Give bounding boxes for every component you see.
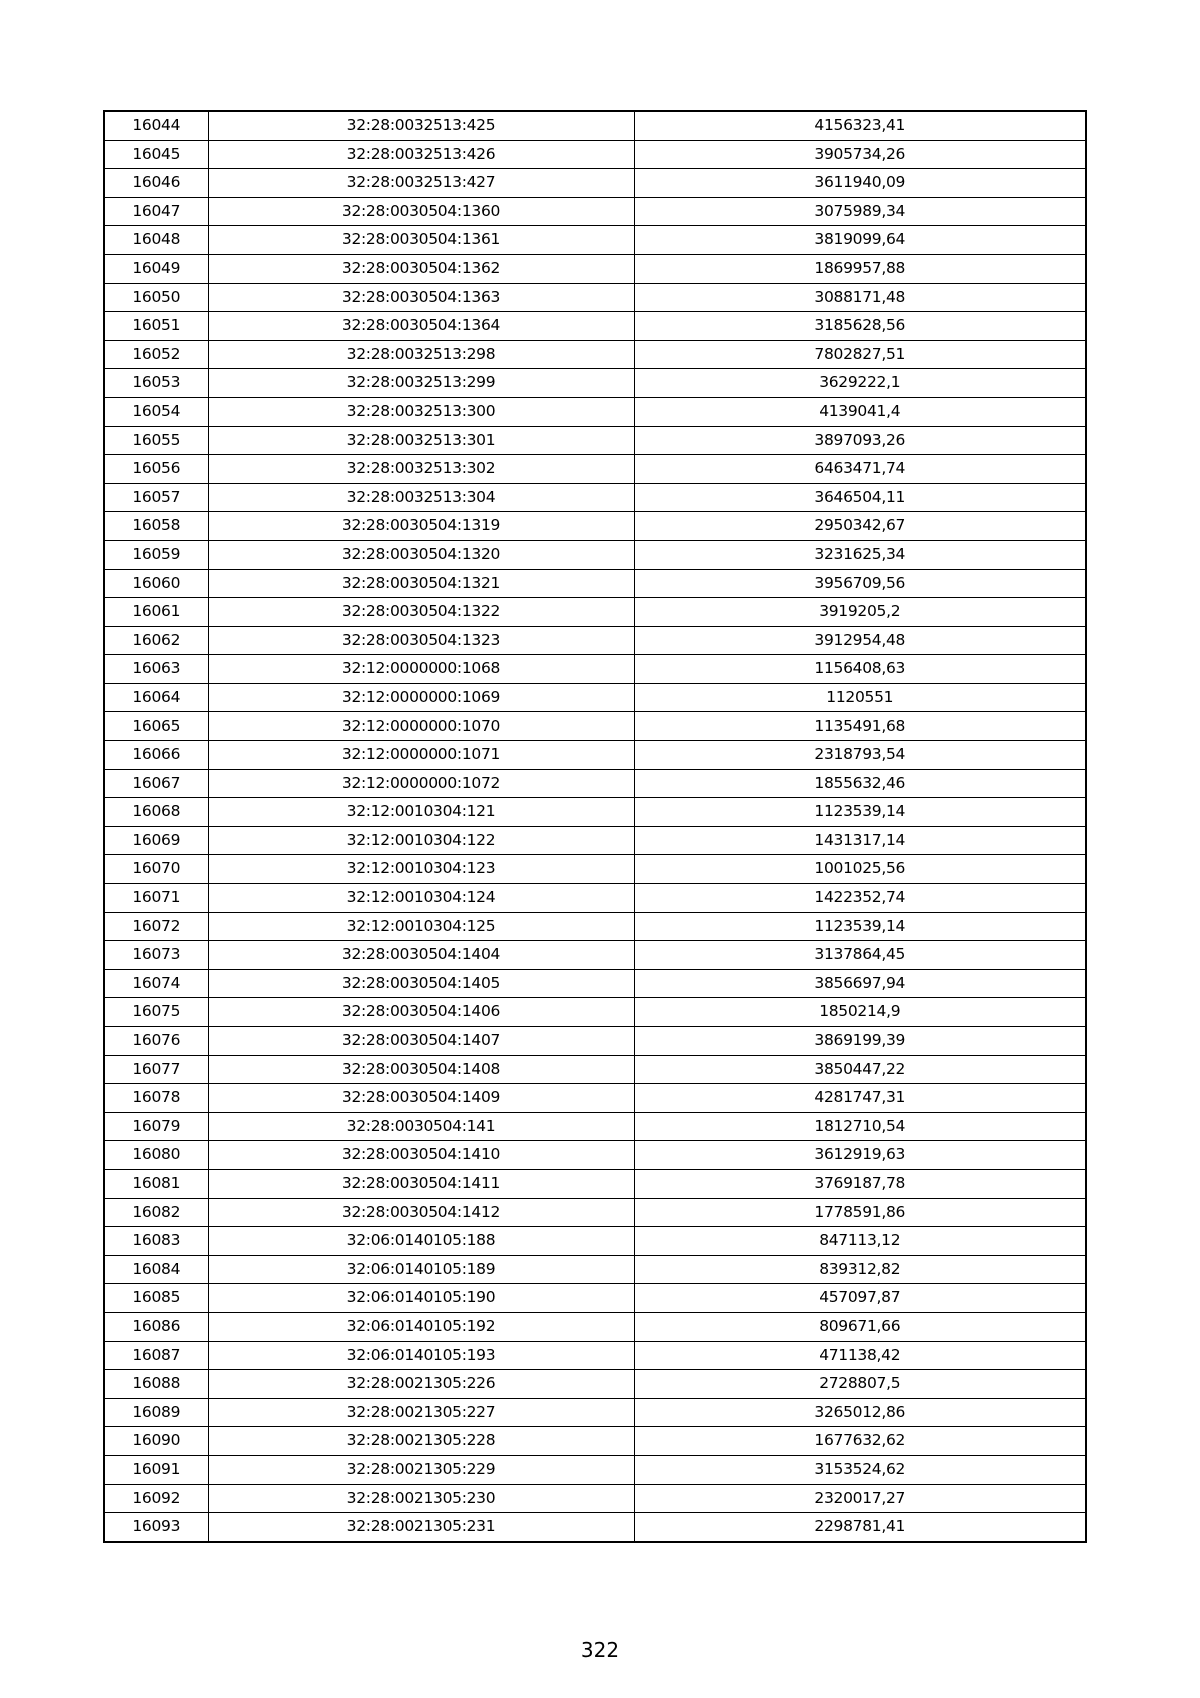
row-number-cell: 16059 <box>104 540 208 569</box>
table-row <box>104 1284 1086 1313</box>
row-number-cell: 16047 <box>104 197 208 226</box>
table-row <box>104 540 1086 569</box>
cadastral-value-cell: 1778591,86 <box>634 1198 1086 1227</box>
row-number-cell: 16073 <box>104 941 208 970</box>
cadastral-number-cell: 32:28:0030504:1363 <box>208 283 634 312</box>
row-number-cell: 16046 <box>104 169 208 198</box>
row-number-cell: 16078 <box>104 1084 208 1113</box>
table-row <box>104 826 1086 855</box>
row-number-cell: 16091 <box>104 1455 208 1484</box>
cadastral-value-cell: 3265012,86 <box>634 1398 1086 1427</box>
cadastral-number-cell: 32:28:0021305:227 <box>208 1398 634 1427</box>
row-number-cell: 16074 <box>104 969 208 998</box>
table-row <box>104 140 1086 169</box>
table-row <box>104 941 1086 970</box>
table-row <box>104 111 1086 140</box>
table-row <box>104 197 1086 226</box>
cadastral-value-cell: 809671,66 <box>634 1312 1086 1341</box>
cadastral-number-cell: 32:28:0021305:231 <box>208 1513 634 1542</box>
cadastral-number-cell: 32:28:0021305:226 <box>208 1370 634 1399</box>
cadastral-number-cell: 32:28:0030504:1409 <box>208 1084 634 1113</box>
table-row <box>104 1227 1086 1256</box>
cadastral-number-cell: 32:28:0030504:1405 <box>208 969 634 998</box>
row-number-cell: 16065 <box>104 712 208 741</box>
cadastral-number-cell: 32:28:0030504:1323 <box>208 626 634 655</box>
row-number-cell: 16077 <box>104 1055 208 1084</box>
cadastral-number-cell: 32:28:0030504:1412 <box>208 1198 634 1227</box>
cadastral-value-cell: 457097,87 <box>634 1284 1086 1313</box>
cadastral-value-cell: 3769187,78 <box>634 1169 1086 1198</box>
cadastral-value-cell: 1120551 <box>634 683 1086 712</box>
row-number-cell: 16058 <box>104 512 208 541</box>
cadastral-value-cell: 3912954,48 <box>634 626 1086 655</box>
table-row <box>104 1112 1086 1141</box>
cadastral-number-cell: 32:28:0032513:426 <box>208 140 634 169</box>
table-row <box>104 998 1086 1027</box>
cadastral-value-cell: 3819099,64 <box>634 226 1086 255</box>
cadastral-value-cell: 2298781,41 <box>634 1513 1086 1542</box>
cadastral-value-cell: 7802827,51 <box>634 340 1086 369</box>
cadastral-value-cell: 1431317,14 <box>634 826 1086 855</box>
cadastral-value-cell: 3905734,26 <box>634 140 1086 169</box>
cadastral-number-cell: 32:28:0030504:1410 <box>208 1141 634 1170</box>
row-number-cell: 16070 <box>104 855 208 884</box>
row-number-cell: 16088 <box>104 1370 208 1399</box>
cadastral-value-cell: 1123539,14 <box>634 912 1086 941</box>
cadastral-value-cell: 3919205,2 <box>634 598 1086 627</box>
row-number-cell: 16081 <box>104 1169 208 1198</box>
cadastral-number-cell: 32:12:0010304:123 <box>208 855 634 884</box>
cadastral-number-cell: 32:12:0010304:125 <box>208 912 634 941</box>
cadastral-value-cell: 3856697,94 <box>634 969 1086 998</box>
table-row <box>104 884 1086 913</box>
cadastral-value-cell: 1123539,14 <box>634 798 1086 827</box>
row-number-cell: 16076 <box>104 1027 208 1056</box>
row-number-cell: 16057 <box>104 483 208 512</box>
table-body <box>104 111 1086 1542</box>
table-row <box>104 283 1086 312</box>
row-number-cell: 16061 <box>104 598 208 627</box>
row-number-cell: 16060 <box>104 569 208 598</box>
table-row <box>104 1398 1086 1427</box>
row-number-cell: 16045 <box>104 140 208 169</box>
cadastral-value-cell: 4139041,4 <box>634 397 1086 426</box>
row-number-cell: 16068 <box>104 798 208 827</box>
cadastral-number-cell: 32:28:0030504:1411 <box>208 1169 634 1198</box>
table-row <box>104 397 1086 426</box>
row-number-cell: 16087 <box>104 1341 208 1370</box>
row-number-cell: 16082 <box>104 1198 208 1227</box>
row-number-cell: 16084 <box>104 1255 208 1284</box>
row-number-cell: 16063 <box>104 655 208 684</box>
table-row <box>104 1513 1086 1542</box>
cadastral-number-cell: 32:12:0010304:124 <box>208 884 634 913</box>
cadastral-number-cell: 32:12:0000000:1069 <box>208 683 634 712</box>
table-row <box>104 1055 1086 1084</box>
table-row <box>104 1341 1086 1370</box>
cadastral-value-cell: 1135491,68 <box>634 712 1086 741</box>
row-number-cell: 16089 <box>104 1398 208 1427</box>
table-row <box>104 226 1086 255</box>
cadastral-value-cell: 1001025,56 <box>634 855 1086 884</box>
row-number-cell: 16086 <box>104 1312 208 1341</box>
row-number-cell: 16056 <box>104 455 208 484</box>
cadastral-value-cell: 847113,12 <box>634 1227 1086 1256</box>
cadastral-value-cell: 3850447,22 <box>634 1055 1086 1084</box>
cadastral-number-cell: 32:06:0140105:192 <box>208 1312 634 1341</box>
cadastral-number-cell: 32:28:0030504:1408 <box>208 1055 634 1084</box>
table-row <box>104 712 1086 741</box>
cadastral-number-cell: 32:06:0140105:189 <box>208 1255 634 1284</box>
table-row <box>104 569 1086 598</box>
cadastral-value-cell: 1812710,54 <box>634 1112 1086 1141</box>
cadastral-number-cell: 32:28:0030504:1361 <box>208 226 634 255</box>
row-number-cell: 16048 <box>104 226 208 255</box>
cadastral-value-cell: 839312,82 <box>634 1255 1086 1284</box>
cadastral-value-cell: 1855632,46 <box>634 769 1086 798</box>
cadastral-value-cell: 4156323,41 <box>634 111 1086 140</box>
row-number-cell: 16093 <box>104 1513 208 1542</box>
cadastral-number-cell: 32:28:0021305:230 <box>208 1484 634 1513</box>
row-number-cell: 16051 <box>104 312 208 341</box>
cadastral-number-cell: 32:06:0140105:190 <box>208 1284 634 1313</box>
cadastral-number-cell: 32:28:0032513:298 <box>208 340 634 369</box>
cadastral-value-cell: 2728807,5 <box>634 1370 1086 1399</box>
cadastral-value-cell: 4281747,31 <box>634 1084 1086 1113</box>
cadastral-number-cell: 32:28:0032513:302 <box>208 455 634 484</box>
row-number-cell: 16079 <box>104 1112 208 1141</box>
table-row <box>104 655 1086 684</box>
cadastral-value-cell: 3612919,63 <box>634 1141 1086 1170</box>
cadastral-number-cell: 32:28:0032513:299 <box>208 369 634 398</box>
table-row <box>104 426 1086 455</box>
row-number-cell: 16053 <box>104 369 208 398</box>
cadastral-value-cell: 3185628,56 <box>634 312 1086 341</box>
row-number-cell: 16044 <box>104 111 208 140</box>
row-number-cell: 16075 <box>104 998 208 1027</box>
row-number-cell: 16054 <box>104 397 208 426</box>
cadastral-number-cell: 32:28:0032513:301 <box>208 426 634 455</box>
row-number-cell: 16085 <box>104 1284 208 1313</box>
table-row <box>104 312 1086 341</box>
table-row <box>104 1255 1086 1284</box>
cadastral-number-cell: 32:28:0021305:228 <box>208 1427 634 1456</box>
cadastral-number-cell: 32:12:0010304:121 <box>208 798 634 827</box>
cadastral-value-cell: 3897093,26 <box>634 426 1086 455</box>
table-row <box>104 855 1086 884</box>
row-number-cell: 16066 <box>104 741 208 770</box>
cadastral-number-cell: 32:28:0030504:1321 <box>208 569 634 598</box>
table-row <box>104 340 1086 369</box>
table-row <box>104 741 1086 770</box>
table-row <box>104 512 1086 541</box>
table-row <box>104 598 1086 627</box>
table-row <box>104 1312 1086 1341</box>
cadastral-number-cell: 32:12:0000000:1071 <box>208 741 634 770</box>
cadastral-value-cell: 2320017,27 <box>634 1484 1086 1513</box>
cadastral-number-cell: 32:06:0140105:193 <box>208 1341 634 1370</box>
row-number-cell: 16064 <box>104 683 208 712</box>
row-number-cell: 16092 <box>104 1484 208 1513</box>
row-number-cell: 16067 <box>104 769 208 798</box>
cadastral-value-cell: 3088171,48 <box>634 283 1086 312</box>
cadastral-number-cell: 32:12:0000000:1068 <box>208 655 634 684</box>
cadastral-value-cell: 1677632,62 <box>634 1427 1086 1456</box>
cadastral-value-cell: 3231625,34 <box>634 540 1086 569</box>
cadastral-number-cell: 32:28:0032513:300 <box>208 397 634 426</box>
cadastral-value-cell: 6463471,74 <box>634 455 1086 484</box>
row-number-cell: 16090 <box>104 1427 208 1456</box>
cadastral-number-cell: 32:12:0000000:1072 <box>208 769 634 798</box>
table-row <box>104 455 1086 484</box>
row-number-cell: 16055 <box>104 426 208 455</box>
cadastral-value-cell: 3629222,1 <box>634 369 1086 398</box>
table-row <box>104 769 1086 798</box>
table-row <box>104 1455 1086 1484</box>
cadastral-number-cell: 32:28:0030504:1364 <box>208 312 634 341</box>
cadastral-value-cell: 3075989,34 <box>634 197 1086 226</box>
table-row <box>104 1484 1086 1513</box>
cadastral-value-cell: 3869199,39 <box>634 1027 1086 1056</box>
cadastral-value-cell: 2318793,54 <box>634 741 1086 770</box>
cadastral-value-cell: 3646504,11 <box>634 483 1086 512</box>
cadastral-value-cell: 3956709,56 <box>634 569 1086 598</box>
table-row <box>104 626 1086 655</box>
row-number-cell: 16072 <box>104 912 208 941</box>
cadastral-value-cell: 3611940,09 <box>634 169 1086 198</box>
cadastral-number-cell: 32:12:0000000:1070 <box>208 712 634 741</box>
table-row <box>104 169 1086 198</box>
row-number-cell: 16071 <box>104 884 208 913</box>
cadastral-value-cell: 1869957,88 <box>634 254 1086 283</box>
cadastral-number-cell: 32:28:0030504:1406 <box>208 998 634 1027</box>
cadastral-number-cell: 32:28:0030504:1404 <box>208 941 634 970</box>
page-number: 322 <box>580 1638 620 1662</box>
table-row <box>104 683 1086 712</box>
cadastral-value-cell: 1156408,63 <box>634 655 1086 684</box>
table-row <box>104 1198 1086 1227</box>
row-number-cell: 16050 <box>104 283 208 312</box>
cadastral-value-cell: 1422352,74 <box>634 884 1086 913</box>
row-number-cell: 16052 <box>104 340 208 369</box>
cadastral-number-cell: 32:28:0030504:1407 <box>208 1027 634 1056</box>
cadastral-value-table <box>103 110 1087 1543</box>
cadastral-number-cell: 32:28:0021305:229 <box>208 1455 634 1484</box>
table-row <box>104 1141 1086 1170</box>
table-row <box>104 798 1086 827</box>
table-row <box>104 1370 1086 1399</box>
table-row <box>104 1427 1086 1456</box>
table-row <box>104 483 1086 512</box>
row-number-cell: 16080 <box>104 1141 208 1170</box>
cadastral-value-cell: 471138,42 <box>634 1341 1086 1370</box>
cadastral-value-cell: 2950342,67 <box>634 512 1086 541</box>
table-row <box>104 1027 1086 1056</box>
cadastral-number-cell: 32:28:0030504:141 <box>208 1112 634 1141</box>
row-number-cell: 16069 <box>104 826 208 855</box>
cadastral-value-cell: 3153524,62 <box>634 1455 1086 1484</box>
table-row <box>104 969 1086 998</box>
cadastral-number-cell: 32:28:0032513:425 <box>208 111 634 140</box>
cadastral-number-cell: 32:28:0030504:1322 <box>208 598 634 627</box>
cadastral-number-cell: 32:28:0032513:427 <box>208 169 634 198</box>
cadastral-number-cell: 32:12:0010304:122 <box>208 826 634 855</box>
row-number-cell: 16062 <box>104 626 208 655</box>
cadastral-value-cell: 1850214,9 <box>634 998 1086 1027</box>
table-row <box>104 369 1086 398</box>
table-row <box>104 1084 1086 1113</box>
table-row <box>104 1169 1086 1198</box>
row-number-cell: 16083 <box>104 1227 208 1256</box>
cadastral-number-cell: 32:28:0032513:304 <box>208 483 634 512</box>
cadastral-number-cell: 32:28:0030504:1362 <box>208 254 634 283</box>
row-number-cell: 16049 <box>104 254 208 283</box>
cadastral-number-cell: 32:06:0140105:188 <box>208 1227 634 1256</box>
table-row <box>104 912 1086 941</box>
table-row <box>104 254 1086 283</box>
cadastral-value-cell: 3137864,45 <box>634 941 1086 970</box>
cadastral-number-cell: 32:28:0030504:1320 <box>208 540 634 569</box>
cadastral-number-cell: 32:28:0030504:1360 <box>208 197 634 226</box>
cadastral-number-cell: 32:28:0030504:1319 <box>208 512 634 541</box>
